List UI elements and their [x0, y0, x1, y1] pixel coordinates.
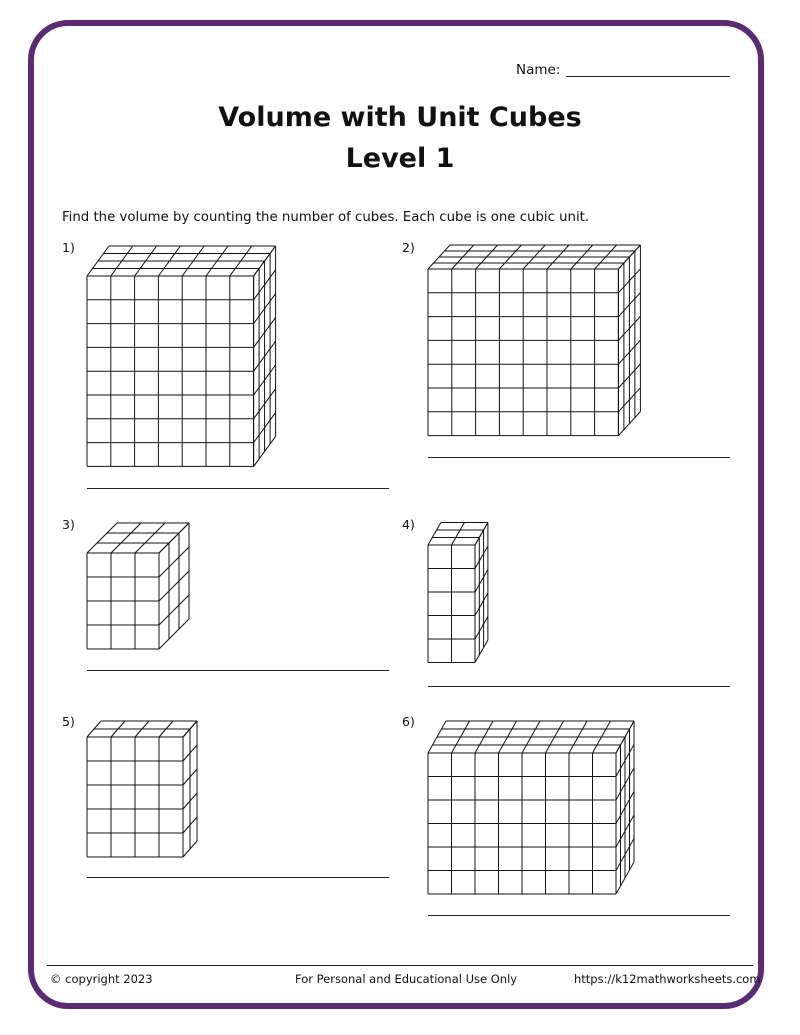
unit-cube-prism	[87, 246, 276, 466]
problem-number: 5)	[62, 714, 75, 729]
problem-number: 2)	[402, 240, 415, 255]
problem-number: 1)	[62, 240, 75, 255]
unit-cube-prism	[428, 245, 640, 436]
usage-text: For Personal and Educational Use Only	[295, 972, 518, 986]
problem-number: 3)	[62, 517, 75, 532]
footer-divider	[47, 965, 753, 966]
unit-cube-prism	[428, 721, 634, 894]
copyright-text: © copyright 2023	[50, 972, 153, 986]
unit-cube-prism	[87, 523, 189, 649]
problem-number: 4)	[402, 517, 415, 532]
problem-number: 6)	[402, 714, 415, 729]
name-label: Name:	[516, 62, 561, 78]
unit-cube-prism	[428, 523, 488, 663]
unit-cube-prism	[87, 721, 197, 857]
instructions-text: Find the volume by counting the number of cubes. Each cube is one cubic unit.	[62, 210, 590, 225]
website-text: https://k12mathworksheets.com	[574, 972, 761, 986]
worksheet-level: Level 1	[345, 143, 455, 174]
worksheet-title: Volume with Unit Cubes	[218, 102, 582, 133]
